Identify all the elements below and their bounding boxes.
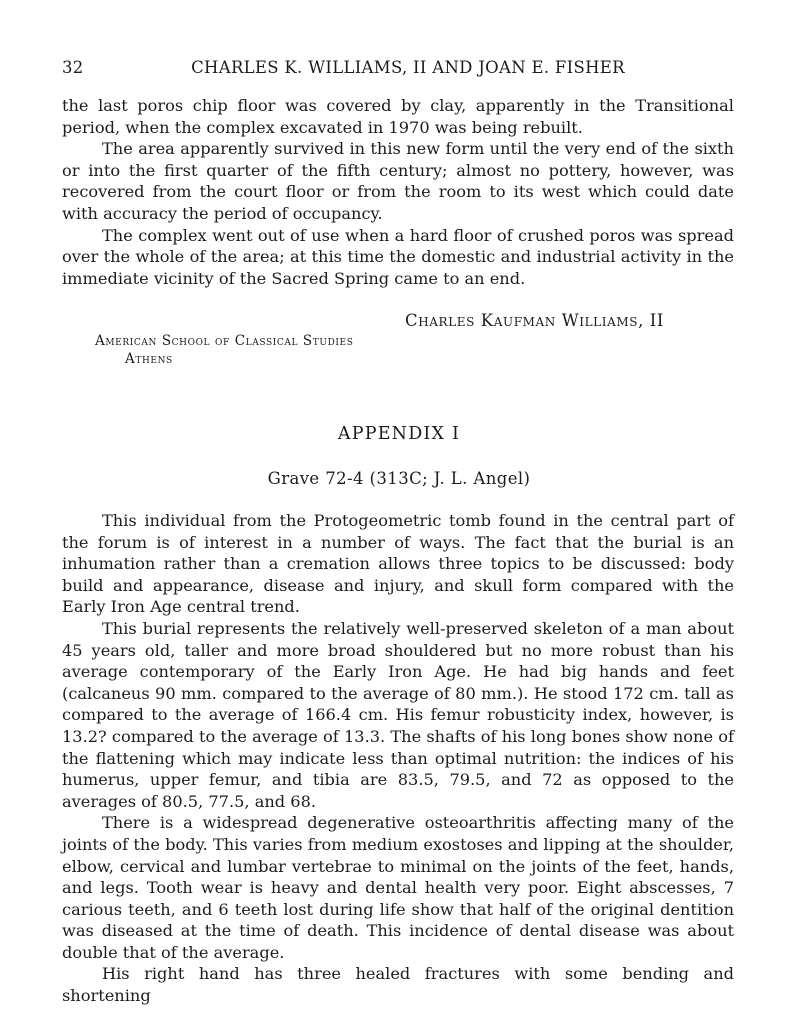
paragraph: There is a widespread degenerative osteoarthritis affecting many of the joints of the body. This varies from medium exostoses and lipping at the shoulder, elbow, cervical and lumbar vertebrae to minimal on the joints of the feet, hands, and legs. Tooth wear is heavy and dental health very poor. Eight abscesses, 7 carious teeth, and 6 teeth lost during life show that half of the original dentition was diseased at the time of death. This incidence of dental disease was about double that of the average. — [62, 813, 734, 962]
paragraph: the last poros chip floor was covered by clay, apparently in the Transitional period, when the complex excavated in 1970 was being rebuilt. — [62, 96, 734, 137]
intro-text — [62, 95, 734, 289]
signature-author: Charles Kaufman Williams, II — [405, 311, 664, 330]
paragraph: This burial represents the relatively well-preserved skeleton of a man about 45 years old, taller and more broad shouldered but no more robust than his average contemporary of the Early Iron Age. He had big hands and feet (calcaneus 90 mm. compared to the average of 80 mm.). He stood 172 cm. tall as compared to the average of 166.4 cm. His femur robusticity index, however, is 13.2? compared to the average of 13.3. The shafts of his long bones show none of the flattening which may indicate less than optimal nutrition: the indices of his humerus, upper femur, and tibia are 83.5, 79.5, and 72 as opposed to the averages of 80.5, 77.5, and 68. — [62, 618, 734, 811]
signature-institution: American School of Classical Studies — [95, 333, 354, 349]
paragraph: The area apparently survived in this new form until the very end of the sixth or into the first quarter of the fifth century; almost no pottery, however, was recovered from the court floor or from the room to its west which could date with accuracy the period of occupancy. — [62, 139, 734, 223]
paragraph: This individual from the Protogeometric tomb found in the central part of the forum is of interest in a number of ways. The fact that the burial is an inhumation rather than a cremation allows three topics to be discussed: body build and appearance, disease and injury, and skull form compared with the Early Iron Age central trend. — [62, 511, 734, 617]
appendix-title: APPENDIX I — [337, 424, 461, 444]
signature-city: Athens — [125, 351, 173, 367]
signature-institution-block — [95, 332, 353, 368]
paragraph: The complex went out of use when a hard floor of crushed poros was spread over the whole of the area; at this time the domestic and industrial activity in the immediate vicinity of the Sacred Spring came to an end. — [62, 225, 734, 288]
appendix-subtitle: Grave 72-4 (313C; J. L. Angel) — [267, 469, 531, 488]
running-title: CHARLES K. WILLIAMS, II AND JOAN E. FISHER — [191, 58, 625, 77]
paragraph: His right hand has three healed fractures with some bending and shortening — [62, 964, 734, 1006]
page-number: 32 — [62, 58, 84, 77]
appendix-text — [62, 510, 734, 1007]
